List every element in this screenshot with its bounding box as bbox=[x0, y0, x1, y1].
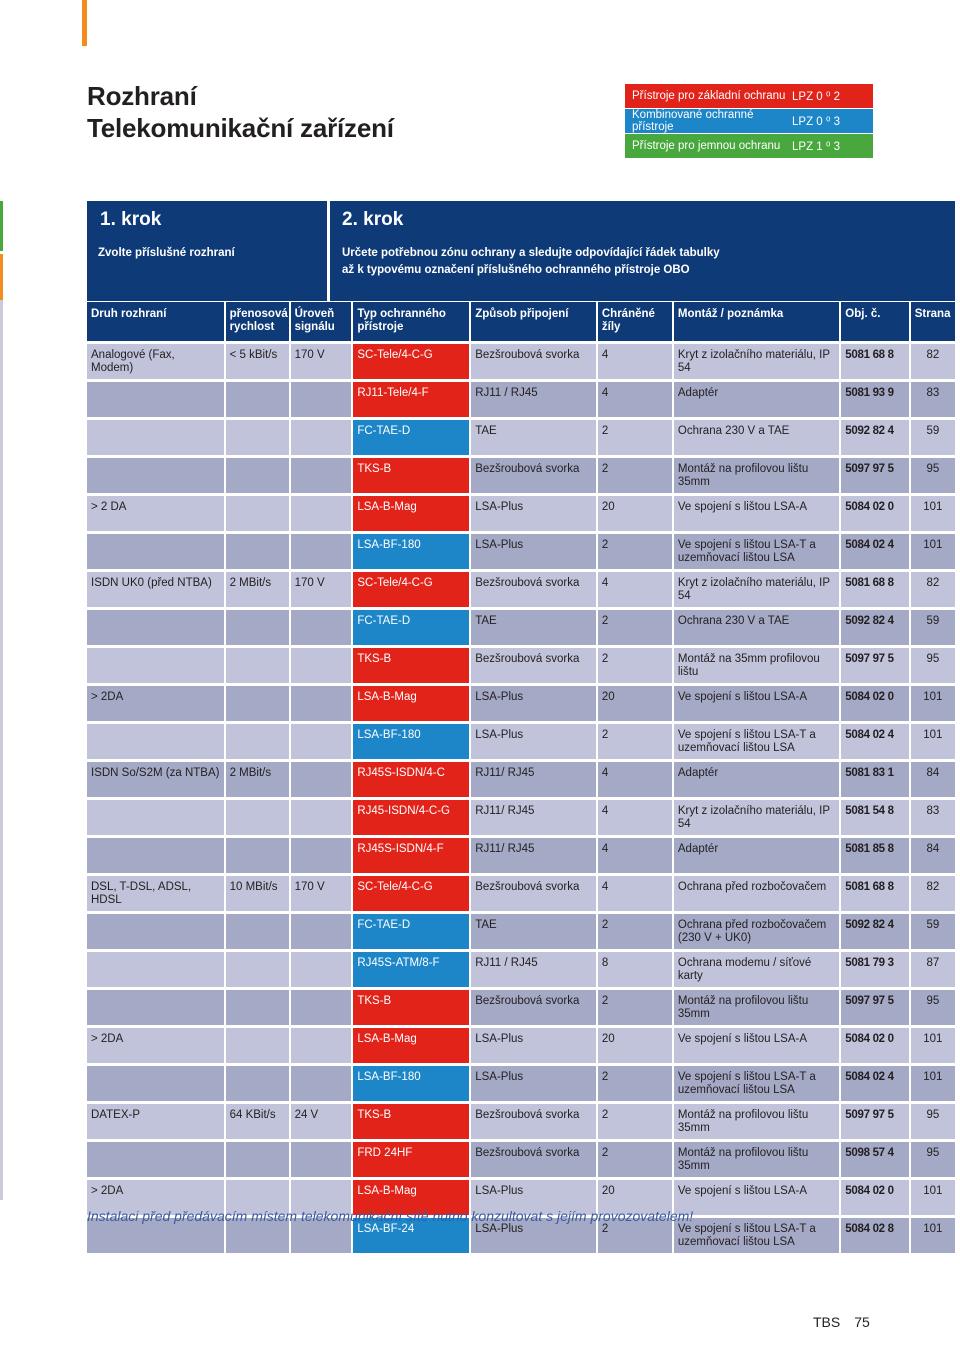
header-type: Typ ochranného přístroje bbox=[351, 302, 469, 341]
cell-wires: 20 bbox=[596, 496, 672, 531]
cell-wires: 2 bbox=[596, 914, 672, 949]
cell-type: FC-TAE-D bbox=[351, 914, 469, 949]
cell-page: 101 bbox=[909, 686, 955, 721]
cell-order-no: 5081 68 8 bbox=[839, 572, 908, 607]
page-footer bbox=[813, 1314, 870, 1330]
table-row bbox=[87, 572, 955, 607]
cell-connection: LSA-Plus bbox=[469, 496, 596, 531]
cell-type: RJ45S-ATM/8-F bbox=[351, 952, 469, 987]
cell-rate bbox=[224, 724, 289, 759]
legend-row-fine bbox=[625, 134, 873, 158]
cell-level: 24 V bbox=[289, 1104, 352, 1139]
cell-note: Ochrana 230 V a TAE bbox=[672, 610, 839, 645]
legend-name: Přístroje pro jemnou ochranu bbox=[632, 140, 781, 152]
header-connection: Způsob připojení bbox=[469, 302, 596, 341]
cell-page: 101 bbox=[909, 496, 955, 531]
table-row bbox=[87, 724, 955, 759]
legend-zone: LPZ 1 ⁰ 3 bbox=[792, 141, 841, 153]
cell-rate: < 5 kBit/s bbox=[224, 344, 289, 379]
cell-page: 101 bbox=[909, 1066, 955, 1101]
step-2-desc-line-1: Určete potřebnou zónu ochrany a sledujte odpovídající řádek tabulky bbox=[342, 247, 720, 259]
cell-note: Adaptér bbox=[672, 382, 839, 417]
cell-wires: 4 bbox=[596, 382, 672, 417]
cell-connection: Bezšroubová svorka bbox=[469, 344, 596, 379]
step-1-desc: Zvolte příslušné rozhraní bbox=[98, 247, 235, 259]
cell-level bbox=[289, 458, 352, 493]
cell-type: LSA-BF-180 bbox=[351, 534, 469, 569]
title-line-2: Telekomunikační zařízení bbox=[87, 113, 394, 143]
cell-order-no: 5097 97 5 bbox=[839, 990, 908, 1025]
table-row bbox=[87, 610, 955, 645]
cell-interface: ISDN So/S2M (za NTBA) bbox=[87, 762, 224, 797]
cell-wires: 2 bbox=[596, 1104, 672, 1139]
table-header-row bbox=[87, 302, 955, 341]
cell-rate bbox=[224, 952, 289, 987]
cell-page: 82 bbox=[909, 344, 955, 379]
table-row bbox=[87, 876, 955, 911]
cell-type: FC-TAE-D bbox=[351, 420, 469, 455]
cell-interface: > 2 DA bbox=[87, 496, 224, 531]
cell-type: SC-Tele/4-C-G bbox=[351, 572, 469, 607]
cell-note: Ve spojení s lištou LSA-T a uzemňovací lištou LSA bbox=[672, 724, 839, 759]
cell-rate: 64 KBit/s bbox=[224, 1104, 289, 1139]
table-row bbox=[87, 914, 955, 949]
cell-interface bbox=[87, 990, 224, 1025]
cell-interface bbox=[87, 914, 224, 949]
cell-order-no: 5084 02 0 bbox=[839, 1180, 908, 1215]
cell-interface bbox=[87, 952, 224, 987]
page-number: 75 bbox=[854, 1314, 870, 1330]
cell-rate bbox=[224, 1028, 289, 1063]
cell-level: 170 V bbox=[289, 876, 352, 911]
cell-rate bbox=[224, 914, 289, 949]
legend-name: Kombinované ochranné přístroje bbox=[632, 109, 754, 133]
cell-connection: RJ11 / RJ45 bbox=[469, 952, 596, 987]
cell-type: RJ45S-ISDN/4-F bbox=[351, 838, 469, 873]
cell-order-no: 5081 68 8 bbox=[839, 876, 908, 911]
cell-note: Ve spojení s lištou LSA-A bbox=[672, 1180, 839, 1215]
header-rate: přenosová rychlost bbox=[224, 302, 289, 341]
header-wires: Chráněné žíly bbox=[596, 302, 672, 341]
legend-zone: LPZ 0 ⁰ 2 bbox=[792, 91, 841, 103]
cell-connection: Bezšroubová svorka bbox=[469, 1104, 596, 1139]
cell-interface: > 2DA bbox=[87, 1180, 224, 1215]
cell-interface: > 2DA bbox=[87, 1028, 224, 1063]
table-row bbox=[87, 838, 955, 873]
cell-note: Montáž na profilovou lištu 35mm bbox=[672, 458, 839, 493]
table-row bbox=[87, 458, 955, 493]
cell-page: 84 bbox=[909, 762, 955, 797]
cell-type: LSA-BF-180 bbox=[351, 1066, 469, 1101]
cell-note: Ve spojení s lištou LSA-A bbox=[672, 686, 839, 721]
table-row bbox=[87, 1142, 955, 1177]
cell-note: Kryt z izolačního materiálu, IP 54 bbox=[672, 800, 839, 835]
cell-type: LSA-B-Mag bbox=[351, 686, 469, 721]
step-2-desc-line-2: až k typovému označení příslušného ochranného přístroje OBO bbox=[342, 264, 690, 276]
cell-connection: RJ11 / RJ45 bbox=[469, 382, 596, 417]
legend-row-basic bbox=[625, 84, 873, 108]
cell-note: Montáž na profilovou lištu 35mm bbox=[672, 990, 839, 1025]
cell-order-no: 5084 02 4 bbox=[839, 534, 908, 569]
cell-order-no: 5081 85 8 bbox=[839, 838, 908, 873]
header-note: Montáž / poznámka bbox=[672, 302, 839, 341]
cell-interface: DATEX-P bbox=[87, 1104, 224, 1139]
cell-wires: 2 bbox=[596, 534, 672, 569]
cell-level bbox=[289, 382, 352, 417]
header-level: Úroveň signálu bbox=[289, 302, 352, 341]
cell-interface bbox=[87, 534, 224, 569]
cell-rate bbox=[224, 1066, 289, 1101]
cell-level bbox=[289, 952, 352, 987]
cell-order-no: 5092 82 4 bbox=[839, 914, 908, 949]
cell-page: 101 bbox=[909, 534, 955, 569]
cell-order-no: 5097 97 5 bbox=[839, 1104, 908, 1139]
table-row bbox=[87, 344, 955, 379]
cell-connection: TAE bbox=[469, 610, 596, 645]
table-row bbox=[87, 382, 955, 417]
cell-type: SC-Tele/4-C-G bbox=[351, 876, 469, 911]
cell-level bbox=[289, 686, 352, 721]
cell-order-no: 5081 79 3 bbox=[839, 952, 908, 987]
cell-note: Ve spojení s lištou LSA-T a uzemňovací lištou LSA bbox=[672, 1218, 839, 1253]
cell-page: 95 bbox=[909, 1104, 955, 1139]
steps-banner bbox=[87, 201, 955, 301]
cell-rate: 2 MBit/s bbox=[224, 762, 289, 797]
cell-order-no: 5081 68 8 bbox=[839, 344, 908, 379]
cell-wires: 2 bbox=[596, 990, 672, 1025]
cell-level bbox=[289, 534, 352, 569]
cell-rate: 2 MBit/s bbox=[224, 572, 289, 607]
cell-level bbox=[289, 420, 352, 455]
cell-interface: > 2DA bbox=[87, 686, 224, 721]
cell-type: TKS-B bbox=[351, 648, 469, 683]
table-row bbox=[87, 534, 955, 569]
cell-interface bbox=[87, 458, 224, 493]
cell-rate bbox=[224, 382, 289, 417]
cell-type: LSA-BF-24 bbox=[351, 1218, 469, 1253]
cell-note: Adaptér bbox=[672, 838, 839, 873]
cell-rate bbox=[224, 1142, 289, 1177]
cell-type: SC-Tele/4-C-G bbox=[351, 344, 469, 379]
header-page: Strana bbox=[909, 302, 955, 341]
side-marker-orange bbox=[0, 254, 3, 300]
cell-wires: 2 bbox=[596, 648, 672, 683]
cell-note: Ve spojení s lištou LSA-A bbox=[672, 496, 839, 531]
cell-note: Ve spojení s lištou LSA-A bbox=[672, 1028, 839, 1063]
header-interface: Druh rozhraní bbox=[87, 302, 224, 341]
cell-rate bbox=[224, 420, 289, 455]
table-body bbox=[87, 344, 955, 1253]
cell-note: Montáž na profilovou lištu 35mm bbox=[672, 1104, 839, 1139]
cell-connection: RJ11/ RJ45 bbox=[469, 762, 596, 797]
cell-interface bbox=[87, 382, 224, 417]
step-2-title: 2. krok bbox=[342, 209, 404, 230]
cell-wires: 4 bbox=[596, 344, 672, 379]
cell-connection: LSA-Plus bbox=[469, 1028, 596, 1063]
cell-wires: 20 bbox=[596, 686, 672, 721]
cell-wires: 2 bbox=[596, 1066, 672, 1101]
cell-page: 101 bbox=[909, 724, 955, 759]
cell-connection: Bezšroubová svorka bbox=[469, 648, 596, 683]
step-1-title: 1. krok bbox=[100, 209, 162, 230]
cell-order-no: 5084 02 0 bbox=[839, 1028, 908, 1063]
cell-rate bbox=[224, 648, 289, 683]
cell-type: FC-TAE-D bbox=[351, 610, 469, 645]
interface-table bbox=[87, 299, 955, 1256]
cell-wires: 2 bbox=[596, 1142, 672, 1177]
cell-wires: 4 bbox=[596, 800, 672, 835]
cell-level bbox=[289, 1028, 352, 1063]
cell-type: TKS-B bbox=[351, 458, 469, 493]
cell-connection: LSA-Plus bbox=[469, 534, 596, 569]
cell-rate bbox=[224, 458, 289, 493]
cell-level bbox=[289, 496, 352, 531]
cell-note: Ve spojení s lištou LSA-T a uzemňovací lištou LSA bbox=[672, 534, 839, 569]
side-marker-green bbox=[0, 201, 3, 251]
cell-order-no: 5097 97 5 bbox=[839, 458, 908, 493]
cell-type: RJ11-Tele/4-F bbox=[351, 382, 469, 417]
cell-order-no: 5084 02 0 bbox=[839, 686, 908, 721]
cell-level bbox=[289, 610, 352, 645]
cell-page: 101 bbox=[909, 1028, 955, 1063]
cell-rate bbox=[224, 838, 289, 873]
step-1-box bbox=[87, 201, 327, 301]
cell-type: RJ45S-ISDN/4-C bbox=[351, 762, 469, 797]
cell-type: LSA-B-Mag bbox=[351, 496, 469, 531]
step-2-desc bbox=[342, 245, 720, 279]
orange-accent-bar bbox=[82, 0, 87, 46]
cell-level bbox=[289, 1142, 352, 1177]
footnote: Instalaci před předávacím místem telekomunikační sítě nutno konzultovat s jejím provozovatelem! bbox=[87, 1208, 694, 1224]
cell-note: Montáž na profilovou lištu 35mm bbox=[672, 1142, 839, 1177]
cell-wires: 20 bbox=[596, 1180, 672, 1215]
table-row bbox=[87, 1028, 955, 1063]
title-line-1: Rozhraní bbox=[87, 81, 197, 111]
legend-name: Přístroje pro základní ochranu bbox=[632, 90, 786, 102]
cell-wires: 2 bbox=[596, 420, 672, 455]
cell-type: LSA-B-Mag bbox=[351, 1180, 469, 1215]
step-2-box bbox=[330, 201, 955, 301]
cell-order-no: 5098 57 4 bbox=[839, 1142, 908, 1177]
table-row bbox=[87, 952, 955, 987]
cell-type: LSA-B-Mag bbox=[351, 1028, 469, 1063]
table-row bbox=[87, 420, 955, 455]
cell-rate bbox=[224, 686, 289, 721]
cell-wires: 4 bbox=[596, 762, 672, 797]
cell-level bbox=[289, 914, 352, 949]
cell-page: 87 bbox=[909, 952, 955, 987]
protection-legend bbox=[625, 84, 873, 159]
cell-level bbox=[289, 800, 352, 835]
cell-order-no: 5084 02 8 bbox=[839, 1218, 908, 1253]
cell-note: Kryt z izolačního materiálu, IP 54 bbox=[672, 572, 839, 607]
cell-page: 83 bbox=[909, 382, 955, 417]
cell-wires: 4 bbox=[596, 876, 672, 911]
cell-order-no: 5084 02 0 bbox=[839, 496, 908, 531]
cell-connection: TAE bbox=[469, 420, 596, 455]
cell-order-no: 5081 54 8 bbox=[839, 800, 908, 835]
cell-wires: 4 bbox=[596, 572, 672, 607]
cell-connection: Bezšroubová svorka bbox=[469, 1142, 596, 1177]
cell-wires: 20 bbox=[596, 1028, 672, 1063]
cell-wires: 2 bbox=[596, 610, 672, 645]
cell-order-no: 5092 82 4 bbox=[839, 420, 908, 455]
cell-level bbox=[289, 838, 352, 873]
cell-interface bbox=[87, 1142, 224, 1177]
cell-page: 59 bbox=[909, 914, 955, 949]
cell-level: 170 V bbox=[289, 572, 352, 607]
cell-connection: LSA-Plus bbox=[469, 1180, 596, 1215]
cell-level bbox=[289, 724, 352, 759]
cell-rate bbox=[224, 990, 289, 1025]
cell-interface: DSL, T-DSL, ADSL, HDSL bbox=[87, 876, 224, 911]
cell-page: 84 bbox=[909, 838, 955, 873]
page-title bbox=[87, 80, 394, 144]
table-row bbox=[87, 648, 955, 683]
cell-interface bbox=[87, 724, 224, 759]
table-row bbox=[87, 1104, 955, 1139]
cell-wires: 2 bbox=[596, 1218, 672, 1253]
cell-rate bbox=[224, 496, 289, 531]
table-row bbox=[87, 990, 955, 1025]
cell-interface: ISDN UK0 (před NTBA) bbox=[87, 572, 224, 607]
cell-type: LSA-BF-180 bbox=[351, 724, 469, 759]
cell-level: 170 V bbox=[289, 344, 352, 379]
table-row bbox=[87, 762, 955, 797]
cell-note: Montáž na 35mm profilovou lištu bbox=[672, 648, 839, 683]
cell-order-no: 5081 93 9 bbox=[839, 382, 908, 417]
cell-type: TKS-B bbox=[351, 990, 469, 1025]
cell-connection: RJ11/ RJ45 bbox=[469, 800, 596, 835]
cell-level bbox=[289, 990, 352, 1025]
cell-type: RJ45-ISDN/4-C-G bbox=[351, 800, 469, 835]
footer-brand: TBS bbox=[813, 1314, 841, 1330]
cell-wires: 4 bbox=[596, 838, 672, 873]
cell-interface bbox=[87, 610, 224, 645]
cell-level bbox=[289, 648, 352, 683]
cell-order-no: 5084 02 4 bbox=[839, 1066, 908, 1101]
cell-interface bbox=[87, 800, 224, 835]
cell-connection: TAE bbox=[469, 914, 596, 949]
cell-interface bbox=[87, 420, 224, 455]
cell-interface: Analogové (Fax, Modem) bbox=[87, 344, 224, 379]
cell-order-no: 5081 83 1 bbox=[839, 762, 908, 797]
cell-connection: Bezšroubová svorka bbox=[469, 990, 596, 1025]
cell-connection: LSA-Plus bbox=[469, 686, 596, 721]
cell-rate bbox=[224, 800, 289, 835]
side-marker-grey bbox=[0, 300, 3, 1200]
header-order-no: Obj. č. bbox=[839, 302, 908, 341]
legend-row-combined bbox=[625, 109, 873, 133]
cell-note: Adaptér bbox=[672, 762, 839, 797]
cell-page: 95 bbox=[909, 648, 955, 683]
cell-rate: 10 MBit/s bbox=[224, 876, 289, 911]
cell-rate bbox=[224, 610, 289, 645]
legend-zone: LPZ 0 ⁰ 3 bbox=[792, 116, 841, 128]
cell-page: 59 bbox=[909, 420, 955, 455]
cell-order-no: 5084 02 4 bbox=[839, 724, 908, 759]
cell-type: FRD 24HF bbox=[351, 1142, 469, 1177]
cell-page: 82 bbox=[909, 876, 955, 911]
cell-connection: Bezšroubová svorka bbox=[469, 458, 596, 493]
cell-note: Ve spojení s lištou LSA-T a uzemňovací lištou LSA bbox=[672, 1066, 839, 1101]
table-row bbox=[87, 800, 955, 835]
table-row bbox=[87, 1066, 955, 1101]
cell-level bbox=[289, 1066, 352, 1101]
table-row bbox=[87, 686, 955, 721]
cell-connection: Bezšroubová svorka bbox=[469, 572, 596, 607]
table-row bbox=[87, 496, 955, 531]
cell-rate bbox=[224, 534, 289, 569]
cell-page: 95 bbox=[909, 990, 955, 1025]
cell-interface bbox=[87, 838, 224, 873]
cell-page: 101 bbox=[909, 1218, 955, 1253]
cell-interface bbox=[87, 1066, 224, 1101]
cell-wires: 8 bbox=[596, 952, 672, 987]
cell-note: Ochrana před rozbočovačem (230 V + UK0) bbox=[672, 914, 839, 949]
cell-connection: Bezšroubová svorka bbox=[469, 876, 596, 911]
cell-interface bbox=[87, 648, 224, 683]
cell-note: Ochrana 230 V a TAE bbox=[672, 420, 839, 455]
cell-page: 95 bbox=[909, 1142, 955, 1177]
cell-order-no: 5097 97 5 bbox=[839, 648, 908, 683]
cell-order-no: 5092 82 4 bbox=[839, 610, 908, 645]
cell-wires: 2 bbox=[596, 458, 672, 493]
cell-note: Kryt z izolačního materiálu, IP 54 bbox=[672, 344, 839, 379]
cell-page: 101 bbox=[909, 1180, 955, 1215]
cell-connection: RJ11/ RJ45 bbox=[469, 838, 596, 873]
cell-note: Ochrana modemu / síťové karty bbox=[672, 952, 839, 987]
cell-note: Ochrana před rozbočovačem bbox=[672, 876, 839, 911]
cell-wires: 2 bbox=[596, 724, 672, 759]
cell-connection: LSA-Plus bbox=[469, 1066, 596, 1101]
cell-connection: LSA-Plus bbox=[469, 724, 596, 759]
cell-page: 83 bbox=[909, 800, 955, 835]
cell-page: 59 bbox=[909, 610, 955, 645]
cell-page: 95 bbox=[909, 458, 955, 493]
cell-type: TKS-B bbox=[351, 1104, 469, 1139]
cell-connection: LSA-Plus bbox=[469, 1218, 596, 1253]
cell-level bbox=[289, 762, 352, 797]
cell-page: 82 bbox=[909, 572, 955, 607]
